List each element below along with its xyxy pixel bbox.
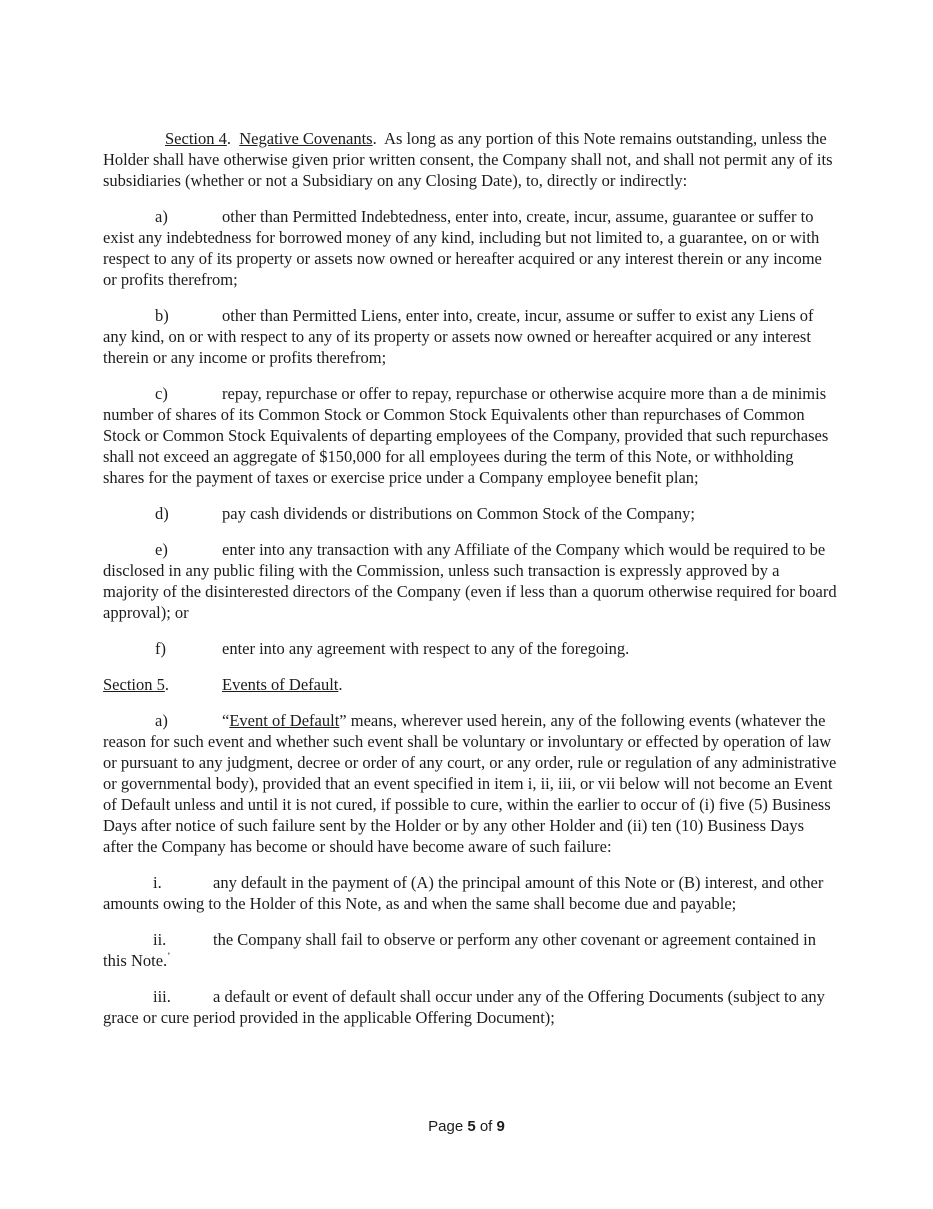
section4-label: Section 4 [165,129,227,148]
section5-title: Events of Default [222,675,339,694]
item-text: other than Permitted Indebtedness, enter into, create, incur, assume, guarantee or suffer to exist any indebtedness for borrowed money of any kind, including but not limited to, a guarantee, on or with respect to any of its property or assets now owned or hereafter acquired or any interest therein or any income or profits therefrom; [103,207,826,289]
item-text: other than Permitted Liens, enter into, create, incur, assume or suffer to exist any Liens of any kind, on or with respect to any of its property or assets now owned or hereafter acquired or any interest therein or any income or profits therefrom; [103,306,818,367]
item-text: enter into any transaction with any Affiliate of the Company which would be required to be disclosed in any public filing with the Commission, unless such transaction is expressly approved by a majority of the disinterested directors of the Company (even if less than a quorum otherwise required for board approval); or [103,540,841,622]
defined-term: Event of Default [229,711,340,730]
subitem-marker: ii. [153,930,167,949]
item-marker: a) [155,711,168,730]
item-marker: d) [155,504,169,523]
item-marker: e) [155,540,168,559]
section4-title-suffix: . [372,129,385,148]
section5-heading-paragraph [103,674,838,695]
footer-of-word: of [475,1118,497,1135]
subitem-text: a default or event of default shall occur under any of the Offering Documents (subject to any grace or cure period provided in the applicable Offering Document); [103,987,829,1027]
item-marker: f) [155,639,166,658]
section5-item-a [103,710,841,857]
subitem-text: the Company shall fail to observe or perform any other covenant or agreement contained in this Note. [103,930,821,970]
page-footer [0,1118,933,1135]
item-text: pay cash dividends or distributions on Common Stock of the Company; [222,504,695,523]
section4-item-d [103,503,838,524]
section5-label: Section 5 [103,675,165,694]
section5-title-suffix: . [338,675,343,694]
section4-item-f [103,638,838,659]
section5-subitem-ii [103,929,838,971]
subitem-text: any default in the payment of (A) the principal amount of this Note or (B) interest, and other amounts owing to the Holder of this Note, as and when the same shall become due and payable; [103,873,828,913]
footnote-mark: ’ [167,951,171,963]
subitem-marker: i. [153,873,162,892]
section4-item-b [103,305,838,368]
section4-item-a [103,206,838,290]
section4-item-e [103,539,841,623]
section4-heading-paragraph [103,128,838,191]
item-marker: b) [155,306,169,325]
footer-total-pages: 9 [496,1118,505,1135]
section4-label-suffix: . [226,129,240,148]
section4-title: Negative Covenants [239,129,373,148]
footer-page-word: Page [428,1118,468,1135]
open-quote: “ [222,711,230,730]
section4-item-c [103,383,838,488]
section5-label-box [103,674,222,695]
item-marker: a) [155,207,168,226]
section5-subitem-iii [103,986,838,1028]
item-text: ” means, wherever used herein, any of the following events (whatever the reason for such event and whether such event shall be voluntary or involuntary or effected by operation of law or pursuant to any judgment, decree or order of any court, or any order, rule or regulation of any administrative or governmental body), provided that an event specified in item i, ii, iii, or vii below will not become an Event of Default unless and until it is not cured, if possible to cure, within the earlier to occur of (i) five (5) Business Days after notice of such failure sent by the Holder or by any other Holder and (ii) ten (10) Business Days after the Company has become or should have become aware of such failure: [103,711,841,856]
item-marker: c) [155,384,168,403]
item-text: repay, repurchase or offer to repay, repurchase or otherwise acquire more than a de minimis number of shares of its Common Stock or Common Stock Equivalents other than repurchases of Common Stock or Common Stock Equivalents of departing employees of the Company, provided that such repurchases shall not exceed an aggregate of $150,000 for all employees during the term of this Note, or withholding shares for the payment of taxes or exercise price under a Company employee benefit plan; [103,384,833,487]
subitem-marker: iii. [153,987,171,1006]
section5-subitem-i [103,872,838,914]
item-text: enter into any agreement with respect to any of the foregoing. [222,639,630,658]
section5-label-suffix: . [164,675,169,694]
section4-intro-text: As long as any portion of this Note remains outstanding, unless the Holder shall have otherwise given prior written consent, the Company shall not, and shall not permit any of its subsidiaries (whether or not a Subsidiary on any Closing Date), to, directly or indirectly: [103,129,837,190]
footer-current-page: 5 [467,1118,476,1135]
